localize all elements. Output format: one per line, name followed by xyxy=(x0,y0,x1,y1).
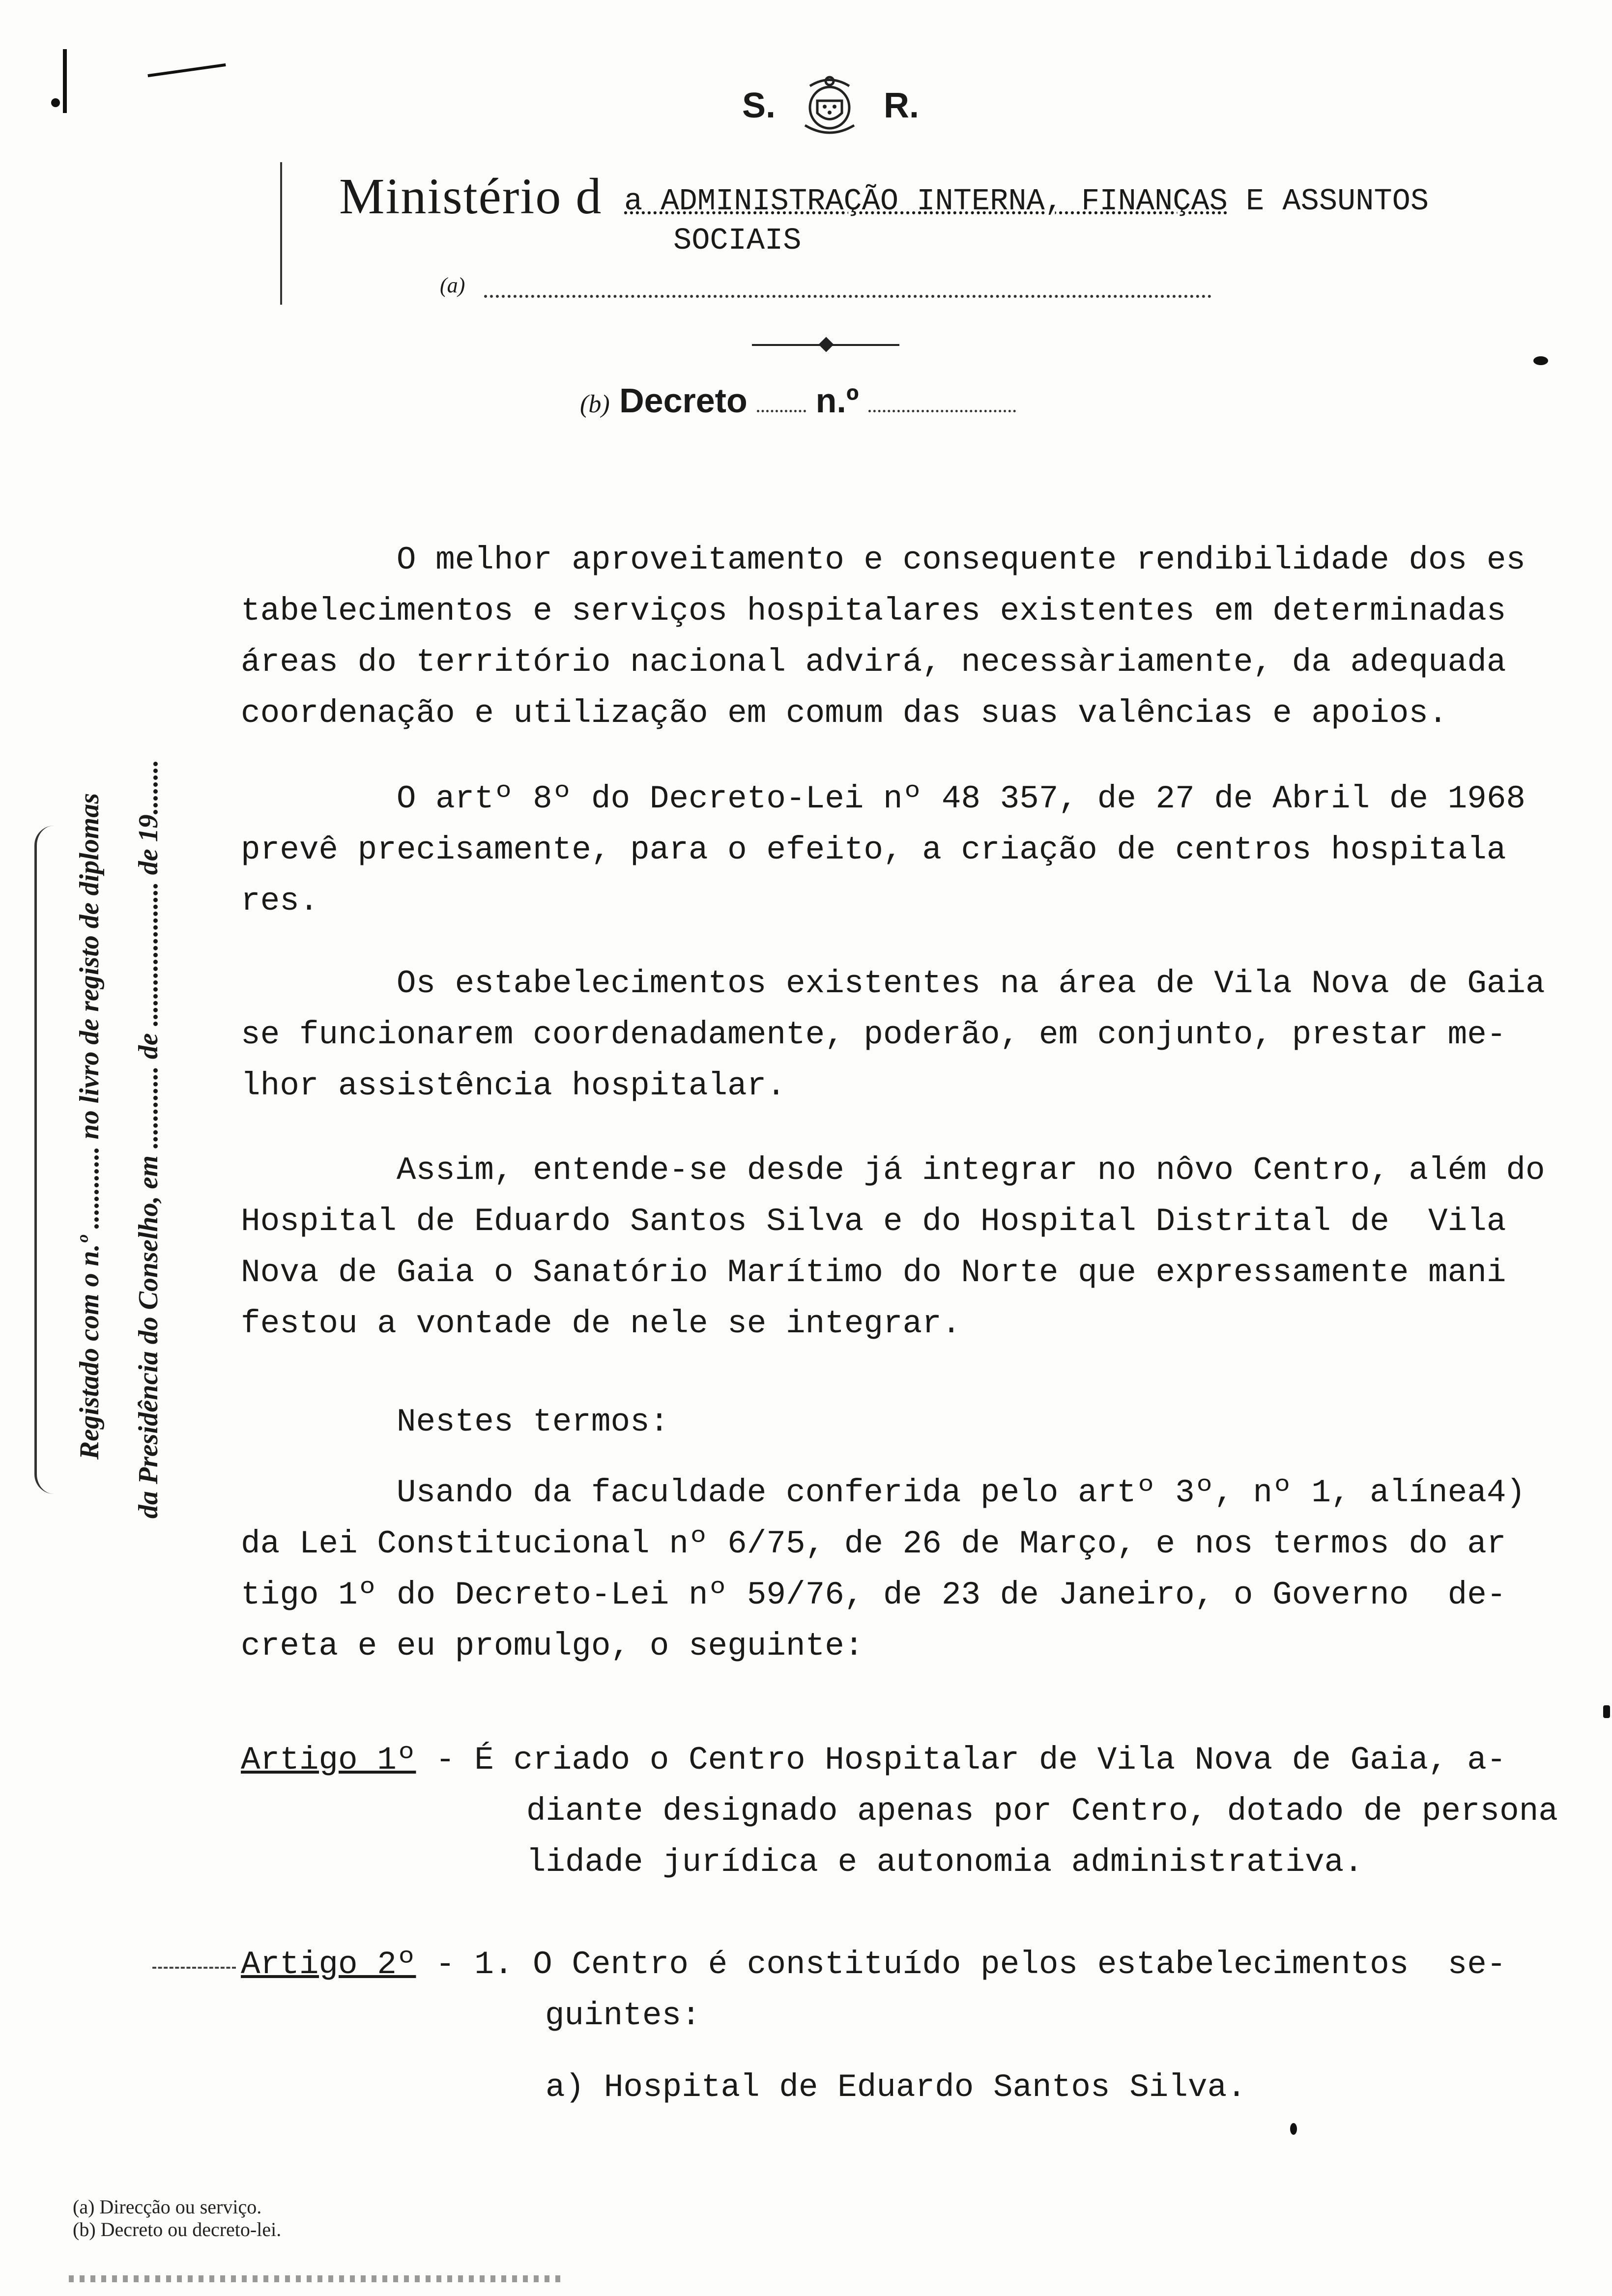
paragraph-2 xyxy=(241,774,1526,927)
margin-bracket xyxy=(34,826,61,1494)
paragraph-line: se funcionarem coordenadamente, poderão, em conjunto, prestar me- xyxy=(241,1016,1506,1053)
paragraph-3 xyxy=(241,958,1545,1112)
scan-speck xyxy=(1603,1705,1610,1718)
paragraph-6 xyxy=(241,1467,1526,1672)
article-1-heading: Artigo 1º xyxy=(241,1742,416,1779)
header-divider-dot xyxy=(818,337,834,352)
seal-letter-right: R. xyxy=(884,86,920,125)
margin-mark-stroke xyxy=(147,63,226,77)
paragraph-line: res. xyxy=(241,883,319,919)
paragraph-line: creta e eu promulgo, o seguinte: xyxy=(241,1628,864,1665)
paragraph-line: O artº 8º do Decreto-Lei nº 48 357, de 27 de Abril de 1968 xyxy=(241,780,1526,817)
ministry-name-line1-prefix: a ADMINISTRAÇÃO INTERNA, FINANÇAS xyxy=(624,184,1228,219)
scan-speck xyxy=(1290,2123,1297,2135)
article-1-line: lidade jurídica e autonomia administrativa. xyxy=(468,1844,1363,1881)
paragraph-5 xyxy=(241,1397,669,1448)
state-seal-header xyxy=(703,64,958,147)
coat-of-arms-icon xyxy=(795,71,864,140)
paragraph-line: Os estabelecimentos existentes na área de Vila Nova de Gaia xyxy=(241,965,1545,1002)
article-2-leader xyxy=(152,1967,236,1969)
decree-type-field xyxy=(757,400,806,412)
footnote-a: (a) Direcção ou serviço. xyxy=(73,2196,262,2218)
paragraph-line: Nestes termos: xyxy=(241,1404,669,1440)
decree-line xyxy=(580,381,1016,420)
paragraph-line: festou a vontade de nele se integrar. xyxy=(241,1305,961,1342)
paragraph-line: prevê precisamente, para o efeito, a criação de centros hospitala xyxy=(241,832,1506,868)
direction-field xyxy=(484,295,1211,298)
seal-letter-left: S. xyxy=(742,86,776,125)
article-1-line: - É criado o Centro Hospitalar de Vila Nova de Gaia, a- xyxy=(416,1742,1506,1779)
decree-label: Decreto xyxy=(619,381,748,420)
article-2-line: - 1. O Centro é constituído pelos estabelecimentos se- xyxy=(416,1946,1506,1983)
article-1-line: diante designado apenas por Centro, dotado de persona xyxy=(468,1793,1558,1830)
ministry-label: Ministério d xyxy=(339,168,603,225)
article-2-item-a: a) Hospital de Eduardo Santos Silva. xyxy=(546,2069,1246,2106)
paragraph-1 xyxy=(241,535,1526,739)
ministry-name-line2: SOCIAIS xyxy=(673,223,802,258)
registration-note: Registado com o n.º ............ no livro de registo de diplomas xyxy=(74,793,105,1460)
paragraph-line: coordenação e utilização em comum das suas valências e apoios. xyxy=(241,695,1448,732)
paragraph-line: tabelecimentos e serviços hospitalares existentes em determinadas xyxy=(241,593,1506,630)
margin-mark-bracket xyxy=(63,49,67,113)
margin-mark-dot xyxy=(51,98,60,107)
margin-mark-rule xyxy=(280,162,282,305)
article-1 xyxy=(241,1735,1558,1888)
paragraph-line: da Lei Constitucional nº 6/75, de 26 de Março, e nos termos do ar xyxy=(241,1525,1506,1562)
paragraph-4 xyxy=(241,1145,1545,1349)
ministry-name-line1-suffix: E ASSUNTOS xyxy=(1227,184,1429,219)
paragraph-line: áreas do território nacional advirá, necessàriamente, da adequada xyxy=(241,644,1506,681)
presidency-note: da Presidência do Conselho, em ............ de ..................... de 19........ xyxy=(133,759,164,1519)
paragraph-line: Usando da faculdade conferida pelo artº 3º, nº 1, alínea4) xyxy=(241,1474,1526,1511)
direction-marker: (a) xyxy=(440,273,465,297)
scan-speck xyxy=(1533,356,1548,365)
decree-number-label: n.º xyxy=(815,381,859,420)
decree-marker: (b) xyxy=(580,390,610,418)
paragraph-line: Assim, entende-se desde já integrar no nôvo Centro, além do xyxy=(241,1152,1545,1189)
printer-imprint-smudge xyxy=(69,2275,560,2282)
decree-number-field xyxy=(868,400,1016,412)
paragraph-line: lhor assistência hospitalar. xyxy=(241,1067,786,1104)
paragraph-line: tigo 1º do Decreto-Lei nº 59/76, de 23 de Janeiro, o Governo de- xyxy=(241,1577,1506,1613)
article-2-line: guintes: xyxy=(487,1997,701,2034)
article-2-heading: Artigo 2º xyxy=(241,1946,416,1983)
ministry-name xyxy=(624,182,1429,260)
article-2 xyxy=(241,1939,1506,2041)
footnote-b: (b) Decreto ou decreto-lei. xyxy=(73,2218,282,2240)
paragraph-line: Nova de Gaia o Sanatório Marítimo do Norte que expressamente mani xyxy=(241,1254,1506,1291)
paragraph-line: Hospital de Eduardo Santos Silva e do Hospital Distrital de Vila xyxy=(241,1203,1506,1240)
paragraph-line: O melhor aproveitamento e consequente rendibilidade dos es xyxy=(241,542,1526,578)
